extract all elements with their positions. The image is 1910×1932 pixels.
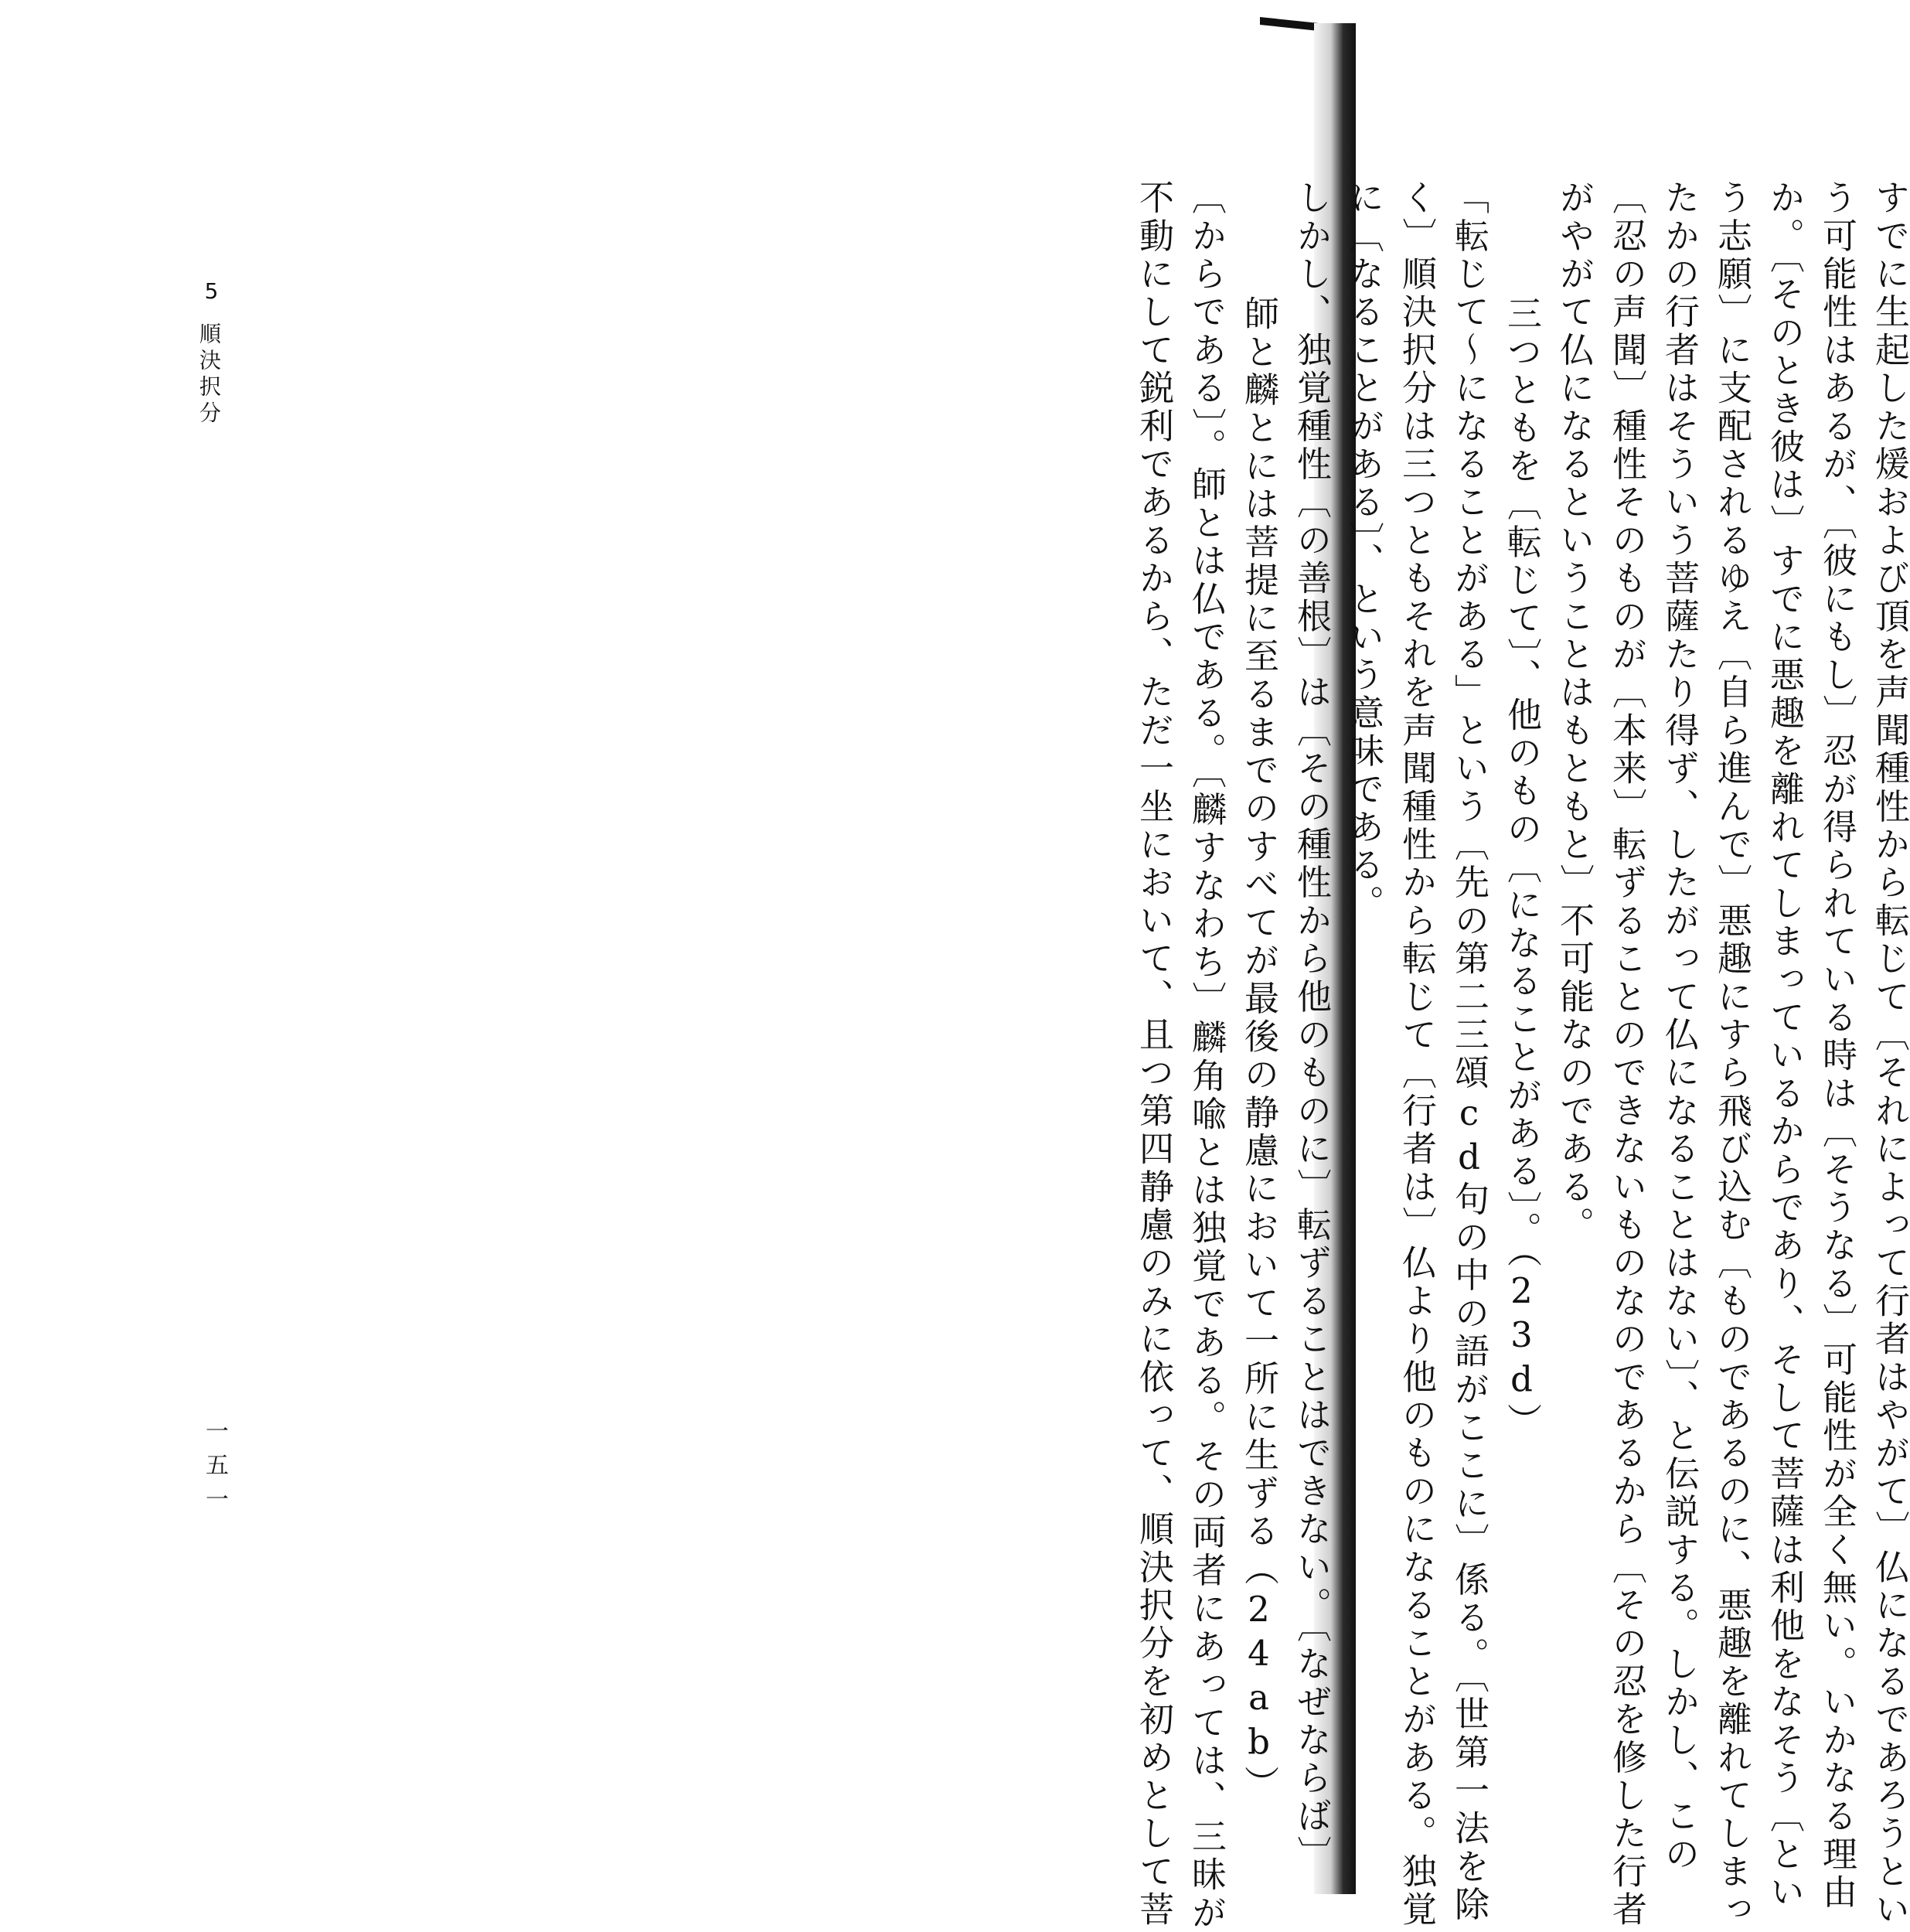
page-number: 一五一: [201, 1419, 228, 1521]
body-text: [1132, 179, 1910, 1932]
text-line-9: 「転じて～になることがある」という〔先の第二三頌cd句の中の語がここに〕係る。〔世第一法を除: [1449, 179, 1490, 1924]
text-line-12: しかし、独覚種性〔の善根〕は〔その種性から他のものに〕転ずることはできない。〔なぜならば〕: [1291, 179, 1332, 1874]
text-line-4: う志願〕に支配されるゆえ〔自ら進んで〕悪趣にすら飛び込む〔ものであるのに、悪趣を離れてしまっ: [1711, 179, 1752, 1930]
text-line-1: すでに生起した煖および頂を声聞種性から転じて〔それによって行者はやがて〕仏になるであろうとい: [1869, 179, 1910, 1930]
text-line-11: に〔なることがある〕、という意味である。: [1343, 179, 1384, 923]
text-line-10: く〕順決択分は三つともそれを声聞種性から転じて〔行者は〕仏より他のものになることがある。独覚: [1396, 179, 1437, 1930]
text-line-6: 〔忍の声聞〕種性そのものが〔本来〕転ずることのできないものなのであるから〔その忍を修した行者: [1606, 179, 1647, 1930]
verse-line-1: 三つともを〔転じて〕、他のもの〔になることがある〕。（23d）: [1501, 295, 1542, 1441]
text-line-15: 不動にして鋭利であるから、ただ一坐において、且つ第四静慮のみに依って、順決択分を初めとして菩: [1133, 179, 1174, 1930]
running-footer: [193, 278, 224, 428]
chapter-title: 順決択分: [196, 322, 222, 428]
text-line-3: か。〔そのとき彼は〕すでに悪趣を離れてしまっているからであり、そして菩薩は利他をなそう〔とい: [1764, 179, 1805, 1912]
text-line-5: たかの行者はそういう菩薩たり得ず、したがって仏になることはない〕、と伝説する。しかし、この: [1659, 179, 1700, 1874]
text-line-14: 〔からである〕。師とは仏である。〔麟すなわち〕麟角喩とは独覚である。その両者にあっては、三昧が: [1186, 179, 1227, 1932]
text-line-2: う可能性はあるが、〔彼にもし〕忍が得られている時は〔そうなる〕可能性が全く無い。いかなる理由: [1816, 179, 1857, 1912]
verse-line-2: 師と麟とには菩提に至るまでのすべてが最後の静慮において一所に生ずる（24ab）: [1238, 295, 1279, 1804]
text-line-7: がやがて仏になるということはもともと〕不可能なのである。: [1554, 179, 1595, 1245]
chapter-number: 5: [199, 278, 224, 308]
